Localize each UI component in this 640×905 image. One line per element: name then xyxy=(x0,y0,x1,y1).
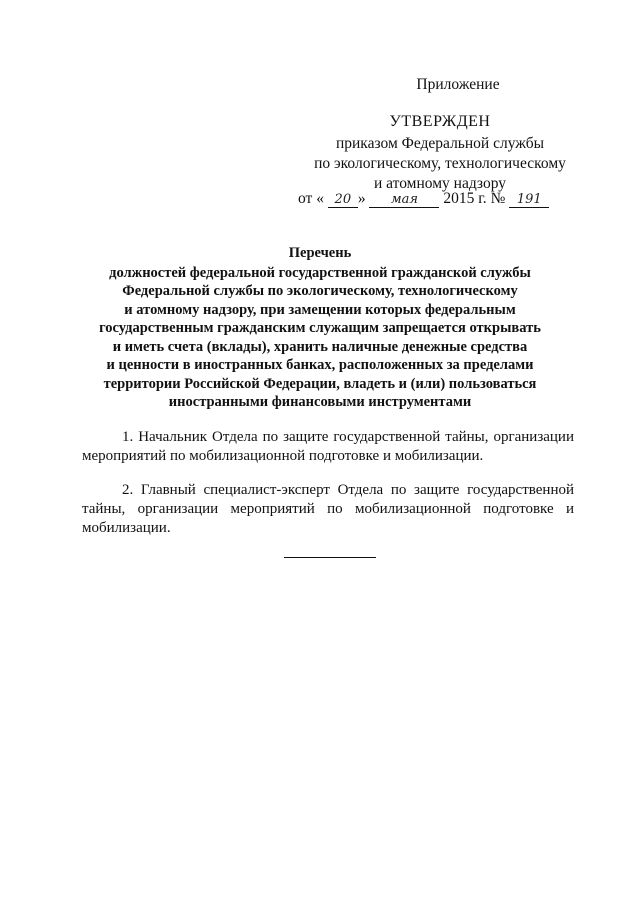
title-line: и атомному надзору, при замещении которых федеральным xyxy=(124,301,516,318)
title-line: и ценности в иностранных банках, расположенных за пределами xyxy=(106,357,534,373)
order-prefix: от « xyxy=(298,190,324,207)
approval-line: и атомному надзору xyxy=(374,175,506,192)
order-mid: » xyxy=(357,190,366,207)
title-line: государственным гражданским служащим запрещается открывать xyxy=(99,320,541,336)
order-day-handwritten: 20 xyxy=(328,192,358,208)
approval-block xyxy=(300,112,580,194)
title-line: и иметь счета (вклады), хранить наличные денежные средства xyxy=(112,338,528,355)
positions-list xyxy=(82,428,574,548)
order-month-handwritten: мая xyxy=(369,192,439,208)
list-item: 1. Начальник Отдела по защите государственной тайны, организации мероприятий по мобилизационной подготовке и мобилизации. xyxy=(82,429,574,464)
closing-divider xyxy=(284,557,376,558)
appendix-label: Приложение xyxy=(416,76,500,93)
title-line: Федеральной службы по экологическому, технологическому xyxy=(122,283,518,299)
order-number-handwritten: 191 xyxy=(509,192,549,208)
approval-title: УТВЕРЖДЕН xyxy=(389,113,491,130)
title-line: должностей федеральной государственной гражданской службы xyxy=(109,264,531,281)
document-title xyxy=(70,244,570,412)
title-line: иностранными финансовыми инструментами xyxy=(168,394,472,410)
order-year: 2015 г. xyxy=(443,190,487,207)
title-line: территории Российской Федерации, владеть и (или) пользоваться xyxy=(103,375,537,392)
order-date-line xyxy=(298,190,598,208)
approval-line: приказом Федеральной службы xyxy=(335,135,545,152)
order-number-sign: № xyxy=(490,190,506,207)
list-item: 2. Главный специалист-эксперт Отдела по защите государственной тайны, организации мероприятий по мобилизационной подготовке и мобилизации. xyxy=(82,482,574,536)
approval-line: по экологическому, технологическому xyxy=(314,155,566,172)
title-line: Перечень xyxy=(288,245,352,261)
